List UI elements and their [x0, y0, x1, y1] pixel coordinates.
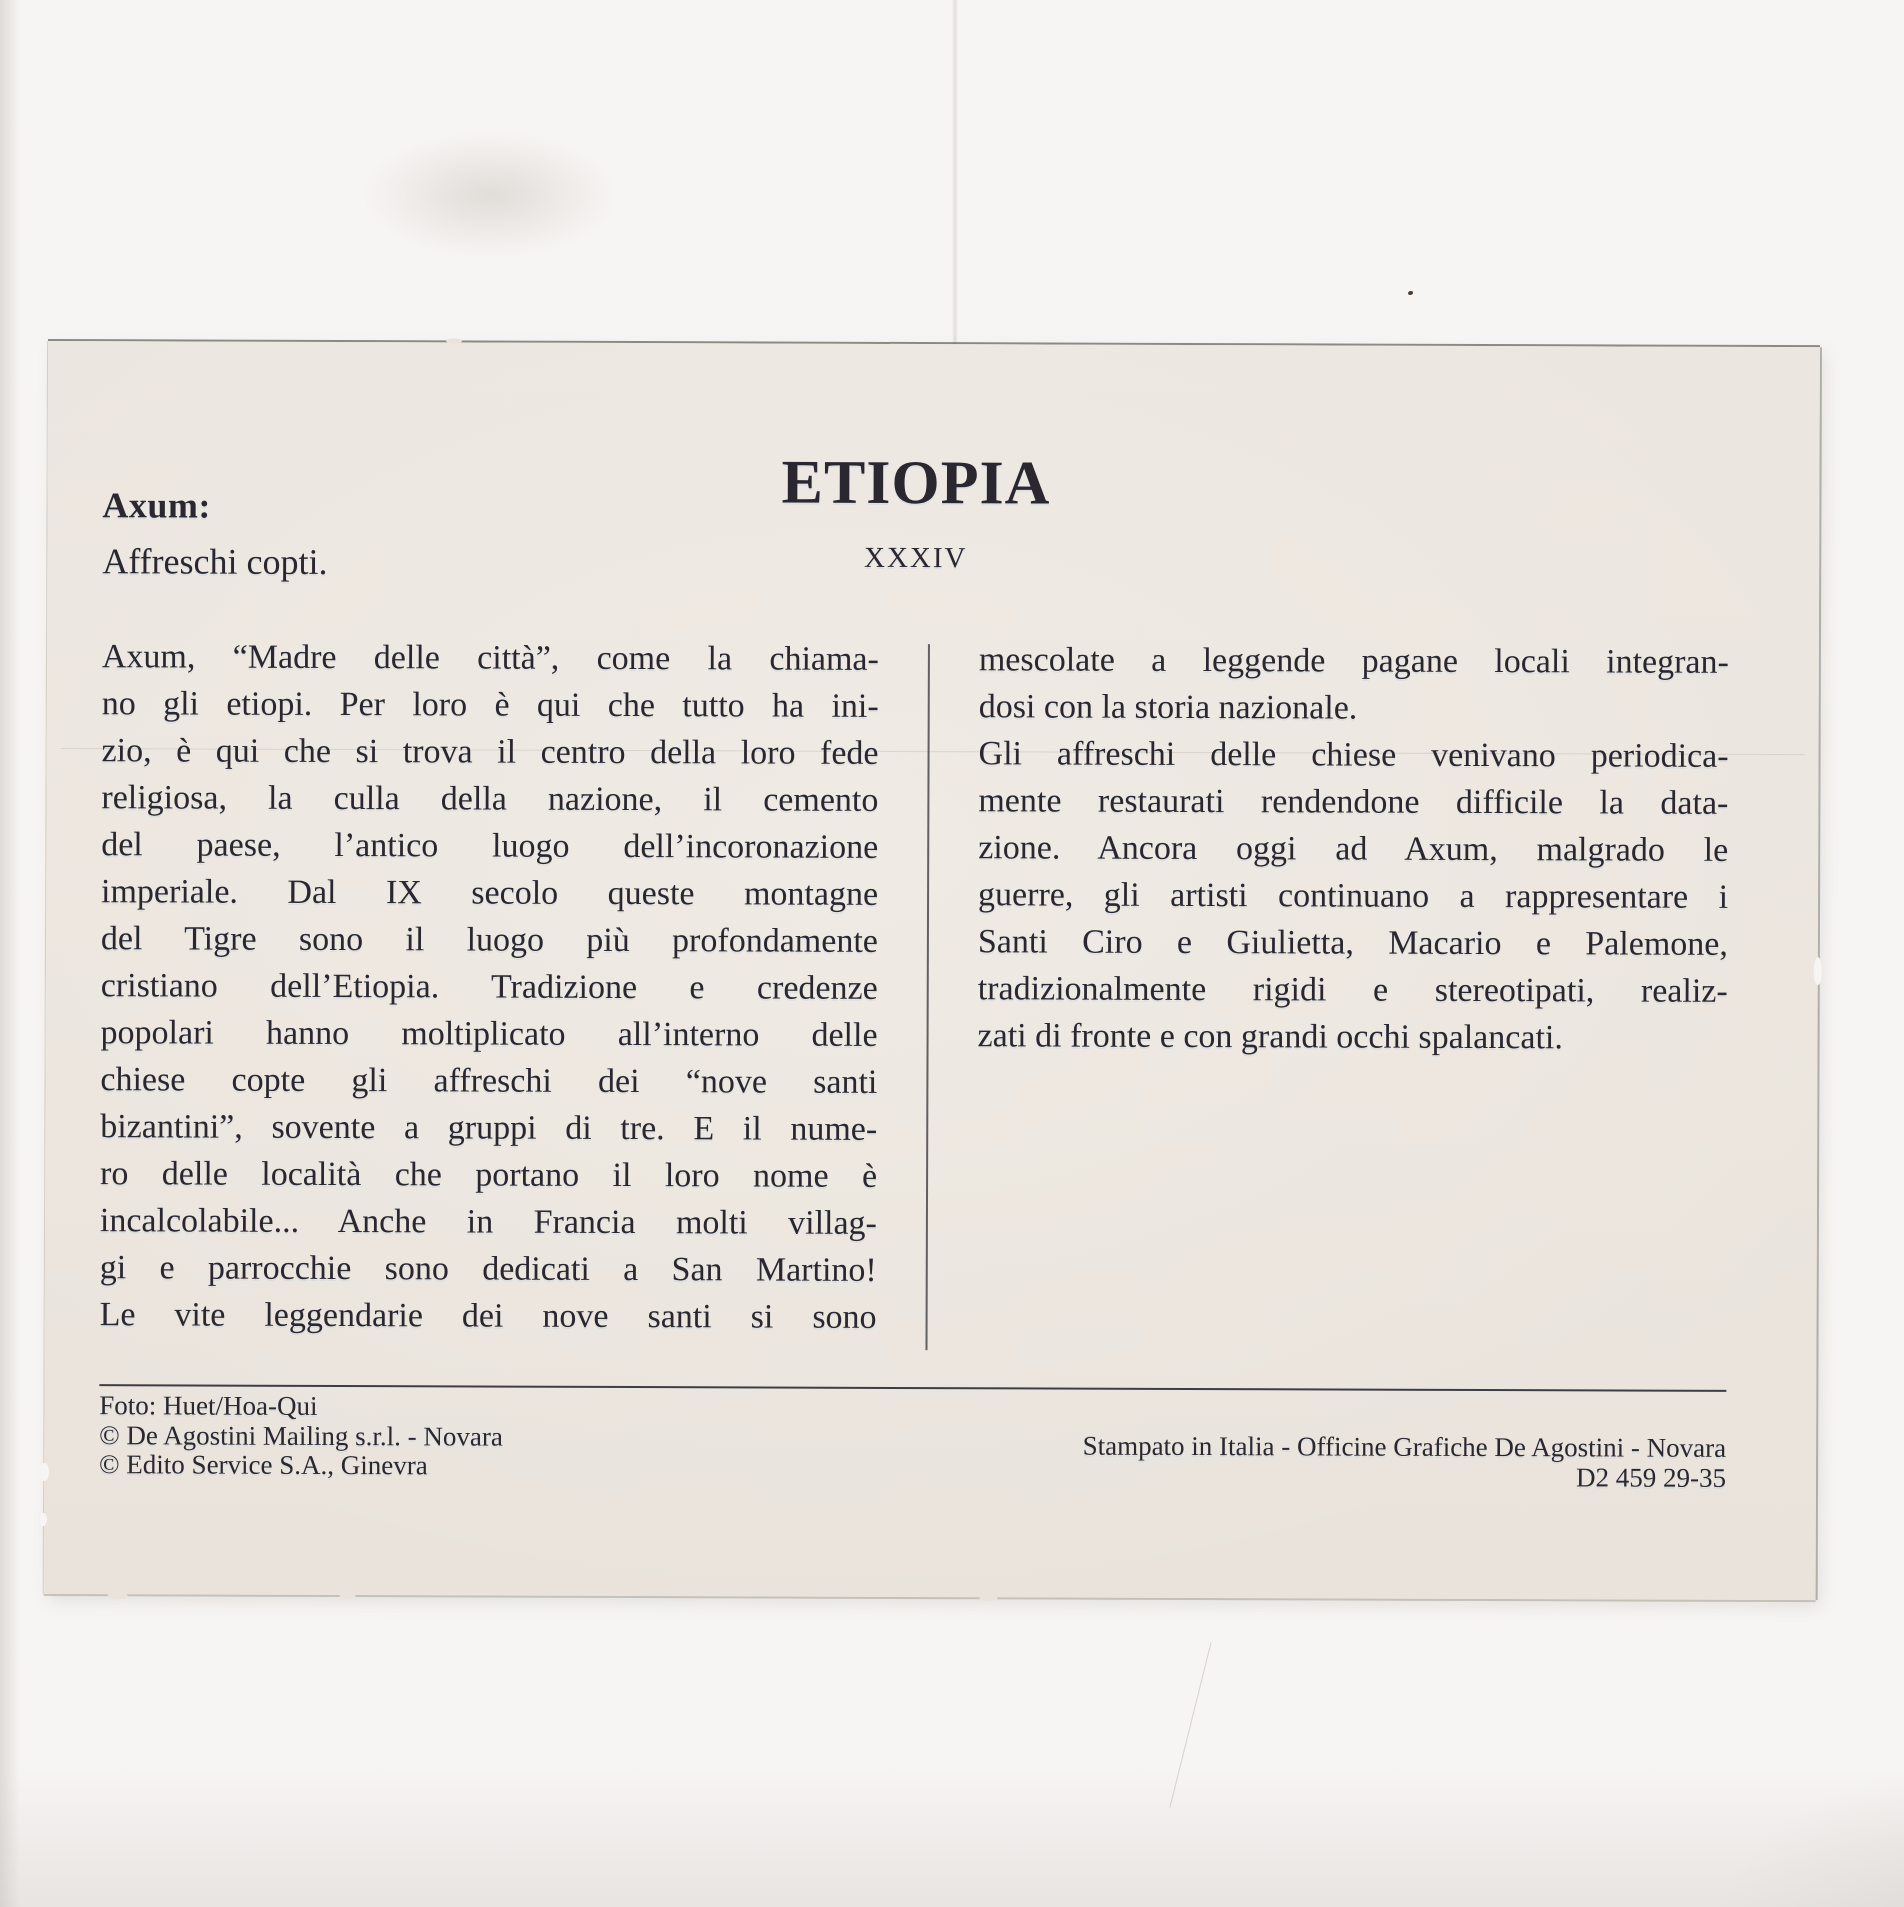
credit-line: © De Agostini Mailing s.r.l. - Novara	[99, 1419, 503, 1452]
imprint-line: Stampato in Italia - Officine Grafiche De Agostini - Novara	[1082, 1430, 1727, 1463]
text-line: del Tigre sono il luogo più profondamente	[100, 920, 878, 960]
text-line: zio, è qui che si trova il centro della loro fede	[101, 732, 879, 772]
card-title: ETIOPIA	[781, 448, 1051, 518]
text-line: mente restaurati rendendone difficile la data-	[978, 782, 1729, 822]
text-line: tradizionalmente rigidi e stereotipati, realiz-	[977, 970, 1728, 1010]
text-line: mescolate a leggende pagane locali integran-	[978, 641, 1729, 681]
paper-notch	[40, 1513, 47, 1526]
text-line: guerre, gli artisti continuano a rappresentare i	[978, 876, 1729, 916]
text-line: incalcolabile... Anche in Francia molti villag-	[99, 1202, 877, 1242]
text-line: bizantini”, sovente a gruppi di tre. E il nume-	[100, 1108, 878, 1148]
printer-imprint	[849, 1430, 1726, 1493]
credit-line: Foto: Huet/Hoa-Qui	[99, 1390, 318, 1421]
paper-deckle-bump	[108, 1592, 128, 1599]
text-line: popolari hanno moltiplicato all’interno delle	[100, 1014, 878, 1054]
text-line: imperiale. Dal IX secolo queste montagne	[101, 873, 879, 913]
text-line: chiese copte gli affreschi dei “nove santi	[100, 1061, 878, 1101]
text-line: zati di fronte e con grandi occhi spalancati.	[977, 1017, 1563, 1057]
text-line: Gli affreschi delle chiese venivano periodica-	[978, 735, 1729, 775]
caption-label: Affreschi copti.	[102, 541, 328, 582]
column-divider-rule	[925, 644, 929, 1350]
paper-deckle-bump	[980, 1595, 998, 1601]
credit-line: © Edito Service S.A., Ginevra	[99, 1449, 428, 1481]
text-line: Axum, “Madre delle città”, come la chiama-	[101, 638, 879, 678]
footer-rule	[99, 1384, 1726, 1392]
imprint-code: D2 459 29-35	[1575, 1462, 1727, 1493]
text-line: zione. Ancora oggi ad Axum, malgrado le	[978, 829, 1729, 869]
paper-notch	[40, 1463, 49, 1481]
dust-speck	[1408, 291, 1413, 295]
text-line: ro delle località che portano il loro nome è	[100, 1155, 878, 1195]
postcard-back	[44, 341, 1820, 1600]
text-line: del paese, l’antico luogo dell’incoronazione	[101, 826, 879, 866]
text-column-left	[100, 633, 879, 1341]
location-label: Axum:	[102, 485, 211, 526]
text-line: cristiano dell’Etiopia. Tradizione e credenze	[100, 967, 878, 1007]
scan-crease	[1169, 1642, 1211, 1807]
paper-deckle-bump	[340, 1593, 356, 1599]
photo-credits	[99, 1391, 503, 1481]
text-line: Le vite leggendarie dei nove santi si sono	[99, 1296, 877, 1336]
text-line: gi e parrocchie sono dedicati a San Martino!	[99, 1249, 877, 1289]
series-number: XXXIV	[863, 541, 968, 575]
text-column-right	[977, 636, 1728, 1062]
paper-notch	[1814, 957, 1822, 985]
text-line: dosi con la storia nazionale.	[978, 688, 1358, 727]
text-line: no gli etiopi. Per loro è qui che tutto ha ini-	[101, 685, 879, 725]
text-line: Santi Ciro e Giulietta, Macario e Palemone,	[977, 923, 1728, 963]
text-line: religiosa, la culla della nazione, il cemento	[101, 779, 879, 819]
paper-deckle-bump	[446, 338, 462, 343]
